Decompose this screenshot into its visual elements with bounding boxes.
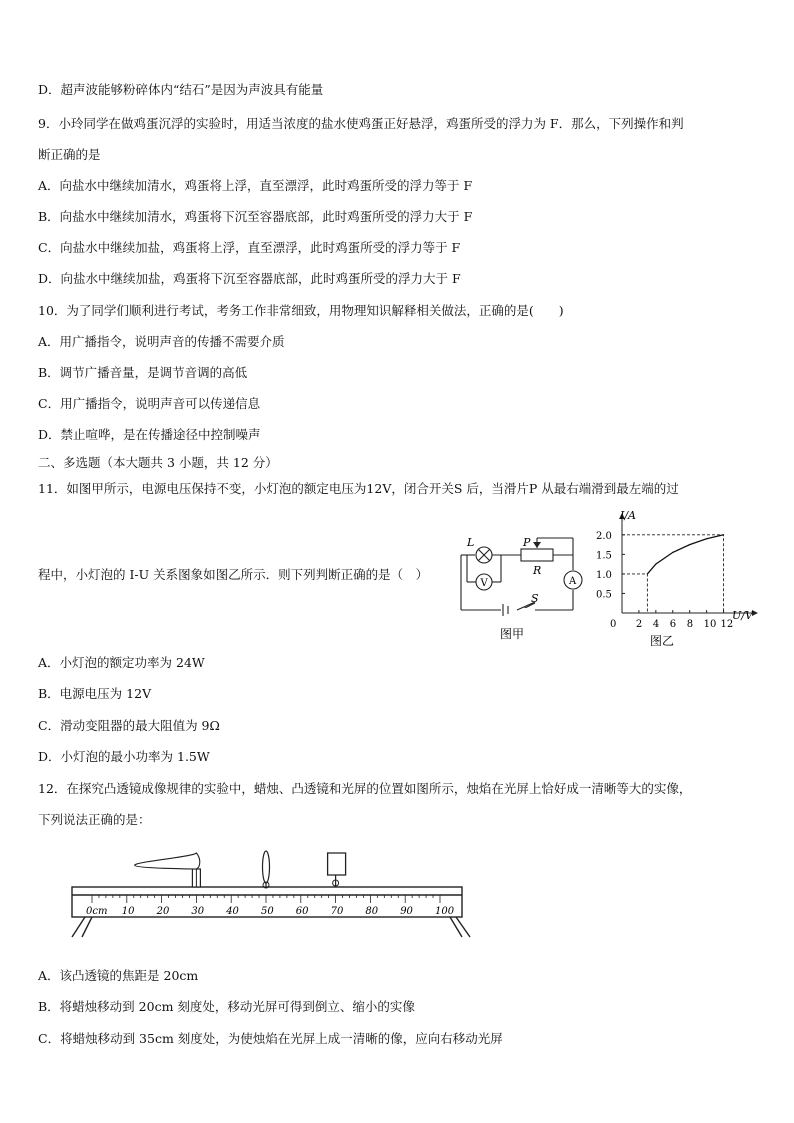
x-tick-label: 0 [610, 619, 617, 630]
voltmeter-label: V [480, 578, 488, 589]
candle-flame [135, 853, 200, 869]
data-point [672, 552, 673, 553]
scale-label: 70 [330, 906, 344, 917]
section-multi-choice-heading: 二、多选题（本大题共 3 小题，共 12 分） [38, 455, 278, 470]
x-tick-label: 6 [669, 619, 677, 630]
iu-graph [592, 505, 764, 650]
x-tick-label: 10 [703, 619, 717, 630]
q11-stem-line1: 11．如图甲所示，电源电压保持不变，小灯泡的额定电压为12V，闭合开关S 后，当滑片P 从最右端滑到最左端的过 [38, 481, 679, 496]
data-point [647, 573, 648, 574]
label-R: R [533, 564, 542, 577]
scale-label: 10 [121, 906, 135, 917]
ammeter-label: A [569, 576, 577, 587]
q12-option-a: A．该凸透镜的焦距是 20cm [38, 968, 199, 983]
q10-option-b: B．调节广播音量，是调节音调的高低 [38, 365, 248, 380]
scale-label: 30 [191, 906, 205, 917]
data-point [706, 538, 707, 539]
q9-stem-line1: 9．小玲同学在做鸡蛋沉浮的实验时，用适当浓度的盐水使鸡蛋正好悬浮，鸡蛋所受的浮力为 F．那么，下列操作和判 [38, 116, 684, 131]
scale-label: 100 [435, 906, 455, 917]
graph-caption: 图乙 [650, 634, 675, 648]
q9-stem-line2: 断正确的是 [38, 147, 101, 162]
circuit-diagram [455, 530, 590, 650]
scale-label: 90 [400, 906, 413, 917]
data-point [689, 544, 690, 545]
q9-option-d: D．向盐水中继续加盐，鸡蛋将下沉至容器底部，此时鸡蛋所受的浮力大于 F [38, 271, 461, 286]
scale-label: 0cm [86, 906, 108, 917]
x-axis-label: U/V [732, 609, 753, 622]
y-tick-label: 2.0 [596, 530, 612, 542]
scale-label: 50 [261, 906, 274, 917]
q11-stem-line2: 程中，小灯泡的 I-U 关系图象如图乙所示．则下列判断正确的是（ ） [38, 567, 429, 582]
scale-label: 20 [156, 906, 170, 917]
q11-option-b: B．电源电压为 12V [38, 686, 152, 701]
scale-label: 80 [365, 906, 379, 917]
x-tick-label: 2 [635, 619, 643, 630]
y-tick-label: 0.5 [596, 589, 612, 601]
label-L: L [467, 536, 475, 549]
data-point [655, 564, 656, 565]
y-tick-label: 1.0 [596, 569, 612, 581]
q9-option-a: A．向盐水中继续加清水，鸡蛋将上浮，直至漂浮，此时鸡蛋所受的浮力等于 F [38, 178, 473, 193]
q12-stem-line2: 下列说法正确的是： [38, 812, 151, 827]
q10-option-a: A．用广播指令，说明声音的传播不需要介质 [38, 334, 285, 349]
iu-curve [647, 535, 723, 574]
optical-bench [60, 845, 480, 945]
q12-stem-line1: 12．在探究凸透镜成像规律的实验中，蜡烛、凸透镜和光屏的位置如图所示，烛焰在光屏上恰好成一清晰等大的实像， [38, 781, 692, 796]
q8-option-d: D．超声波能够粉碎体内“结石”是因为声波具有能量 [38, 82, 324, 97]
q11-option-d: D．小灯泡的最小功率为 1.5W [38, 749, 210, 764]
q12-option-c: C．将蜡烛移动到 35cm 刻度处，为使烛焰在光屏上成一清晰的像，应向右移动光屏 [38, 1031, 503, 1046]
guide-line [622, 574, 647, 613]
circuit-caption: 图甲 [500, 627, 525, 641]
q9-option-c: C．向盐水中继续加盐，鸡蛋将上浮，直至漂浮，此时鸡蛋所受的浮力等于 F [38, 240, 461, 255]
q10-option-d: D．禁止喧哗，是在传播途径中控制噪声 [38, 427, 261, 442]
scale-label: 60 [295, 906, 309, 917]
label-P: P [523, 536, 531, 549]
q10-option-c: C．用广播指令，说明声音可以传递信息 [38, 396, 261, 411]
y-tick-label: 1.5 [596, 550, 612, 562]
q9-option-b: B．向盐水中继续加清水，鸡蛋将下沉至容器底部，此时鸡蛋所受的浮力大于 F [38, 209, 473, 224]
light-screen [328, 853, 346, 875]
x-tick-label: 4 [652, 619, 660, 630]
q12-option-b: B．将蜡烛移动到 20cm 刻度处，移动光屏可得到倒立、缩小的实像 [38, 999, 415, 1014]
x-tick-label: 8 [686, 619, 694, 630]
data-point [723, 534, 724, 535]
q11-option-a: A．小灯泡的额定功率为 24W [38, 655, 205, 670]
q11-option-c: C．滑动变阻器的最大阻值为 9Ω [38, 718, 220, 733]
convex-lens [263, 851, 270, 883]
y-axis-label: I/A [620, 509, 636, 522]
x-tick-label: 12 [720, 619, 734, 630]
scale-label: 40 [226, 906, 239, 917]
q10-stem: 10．为了同学们顺利进行考试，考务工作非常细致，用物理知识解释相关做法，正确的是( ) [38, 303, 564, 318]
label-S: S [531, 592, 539, 605]
